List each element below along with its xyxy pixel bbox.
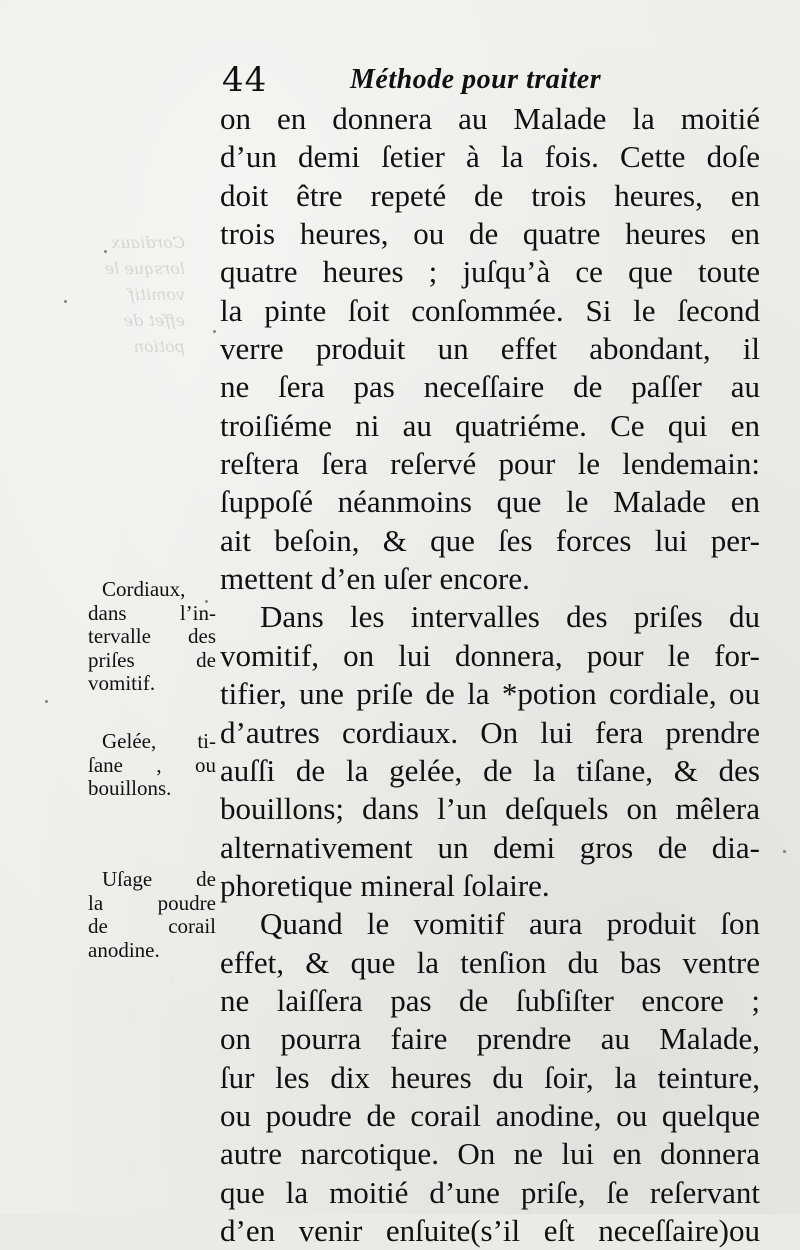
page-header — [222, 60, 762, 100]
text-line: quatre heures ; juſqu’à ce que toute — [220, 254, 760, 290]
text-line: doit être repeté de trois heures, en — [220, 177, 760, 213]
main-text — [220, 100, 760, 1250]
margin-line: la poudre — [88, 890, 216, 915]
text-line: d’un demi ſetier à la fois. Cette doſe — [220, 139, 760, 175]
text-line: ſur les dix heures du ſoir, la teinture, — [220, 1059, 760, 1095]
margin-line: Uſage de — [102, 867, 216, 891]
text-line: Quand le vomitif aura produit ſon — [260, 906, 760, 942]
text-line: mettent d’en uſer encore. — [220, 561, 530, 597]
margin-line: dans l’in- — [88, 600, 216, 625]
paper-speck — [783, 850, 786, 853]
text-line: ait beſoin, & que ſes forces lui per- — [220, 522, 760, 558]
margin-line: anodine. — [88, 937, 160, 962]
text-line: trois heures, ou de quatre heures en — [220, 216, 760, 252]
text-line: d’autres cordiaux. On lui fera prendre — [220, 714, 760, 750]
margin-line: Gelée, ti- — [102, 729, 216, 753]
text-line: ou poudre de corail anodine, ou quelque — [220, 1097, 760, 1133]
page-number: 44 — [222, 60, 268, 100]
text-line: que la moitié d’une priſe, ſe reſervant — [220, 1174, 760, 1210]
margin-line: Cordiaux, — [102, 577, 186, 601]
text-line: phoretique mineral ſolaire. — [220, 867, 550, 903]
text-line: tifier, une priſe de la *potion cordiale, ou — [220, 676, 760, 712]
text-line: ne laiſſera pas de ſubſiſter encore ; — [220, 982, 760, 1018]
margin-note-usage — [88, 868, 216, 962]
margin-line: de corail — [88, 914, 216, 938]
margin-note-cordiaux — [88, 578, 216, 696]
text-line: la pinte ſoit conſommée. Si le ſecond — [220, 292, 760, 328]
text-line: d’en venir enſuite(s’il eſt neceſſaire)ou — [220, 1212, 760, 1248]
margin-line: ſane , ou — [88, 752, 216, 777]
show-through-text: Cordiaux lorsque le vomitif effet de potion — [104, 233, 185, 356]
paper-speck — [104, 250, 107, 253]
text-line: ſuppoſé néanmoins que le Malade en — [220, 484, 760, 520]
text-line: reſtera ſera reſervé pour le lendemain: — [220, 446, 760, 482]
text-line: effet, & que la tenſion du bas ventre — [220, 944, 760, 980]
text-line: on pourra faire prendre au Malade, — [220, 1021, 760, 1057]
paper-speck — [64, 300, 67, 303]
margin-line: bouillons. — [88, 776, 172, 800]
text-line: autre narcotique. On ne lui en donnera — [220, 1136, 760, 1172]
margin-note-gelee — [88, 730, 216, 801]
paper-speck — [205, 600, 208, 603]
paper-speck — [213, 330, 216, 333]
running-head: Méthode pour traiter — [350, 64, 602, 95]
text-line: auſſi de la gelée, de la tiſane, & des — [220, 752, 760, 788]
text-line: vomitif, on lui donnera, pour le for- — [220, 637, 760, 673]
text-line: bouillons; dans l’un deſquels on mêlera — [220, 791, 760, 827]
margin-line: priſes de — [88, 647, 216, 672]
margin-line: tervalle des — [88, 624, 216, 648]
text-line: alternativement un demi gros de dia- — [220, 829, 760, 865]
text-line: verre produit un effet abondant, il — [220, 331, 760, 367]
text-line: Dans les intervalles des priſes du — [260, 599, 760, 635]
text-line: ne ſera pas neceſſaire de paſſer au — [220, 369, 760, 405]
text-line: on en donnera au Malade la moitié — [220, 101, 760, 136]
margin-line: vomitif. — [88, 671, 156, 695]
text-line: troiſiéme ni au quatriéme. Ce qui en — [220, 407, 760, 443]
paper-speck — [45, 700, 48, 703]
